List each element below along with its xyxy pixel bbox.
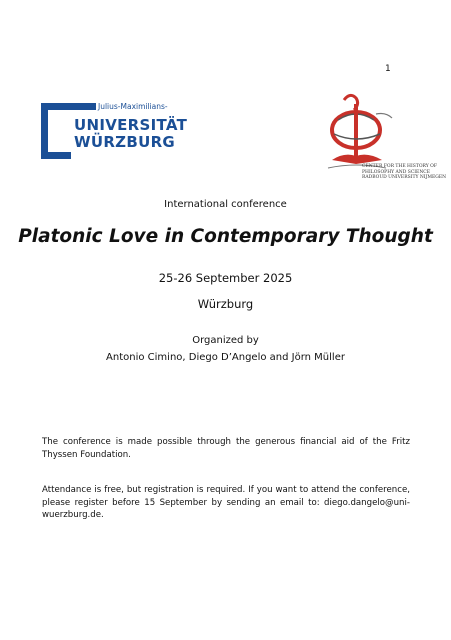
university-logo (41, 102, 188, 161)
page-number: 1 (385, 64, 391, 74)
university-logo-subtitle: Julius-Maximilians- (98, 102, 168, 111)
center-history-philosophy-logo (326, 90, 447, 194)
logo-bracket (41, 103, 71, 159)
conference-title: Platonic Love in Contemporary Thought (18, 226, 433, 247)
logo-bracket-top (41, 103, 96, 110)
university-logo-line2: WÜRZBURG (74, 133, 176, 151)
center-logo-caption (362, 164, 446, 181)
conference-dates: 25-26 September 2025 (158, 271, 293, 285)
registration-paragraph: Attendance is free, but registration is required. If you want to attend the conference, please register before 15 September by sending an email to: diego.dangelo@uni-wuerzburg.de. (42, 485, 410, 520)
logo-bracket-bottom (41, 152, 71, 159)
funding-paragraph: The conference is made possible through the generous financial aid of the Fritz Thyssen Foundation. (42, 437, 410, 460)
center-caption-line: PHILOSOPHY AND SCIENCE (362, 169, 431, 175)
organized-by-label: Organized by (192, 335, 259, 346)
center-caption-line: CENTER FOR THE HISTORY OF (362, 164, 437, 169)
center-caption-line: RADBOUD UNIVERSITY NIJMEGEN (362, 175, 447, 180)
organizers: Antonio Cimino, Diego D’Angelo and Jörn Müller (106, 352, 345, 363)
conference-type: International conference (164, 199, 287, 210)
conference-place: Würzburg (197, 297, 254, 311)
university-logo-line1: UNIVERSITÄT (74, 116, 188, 134)
